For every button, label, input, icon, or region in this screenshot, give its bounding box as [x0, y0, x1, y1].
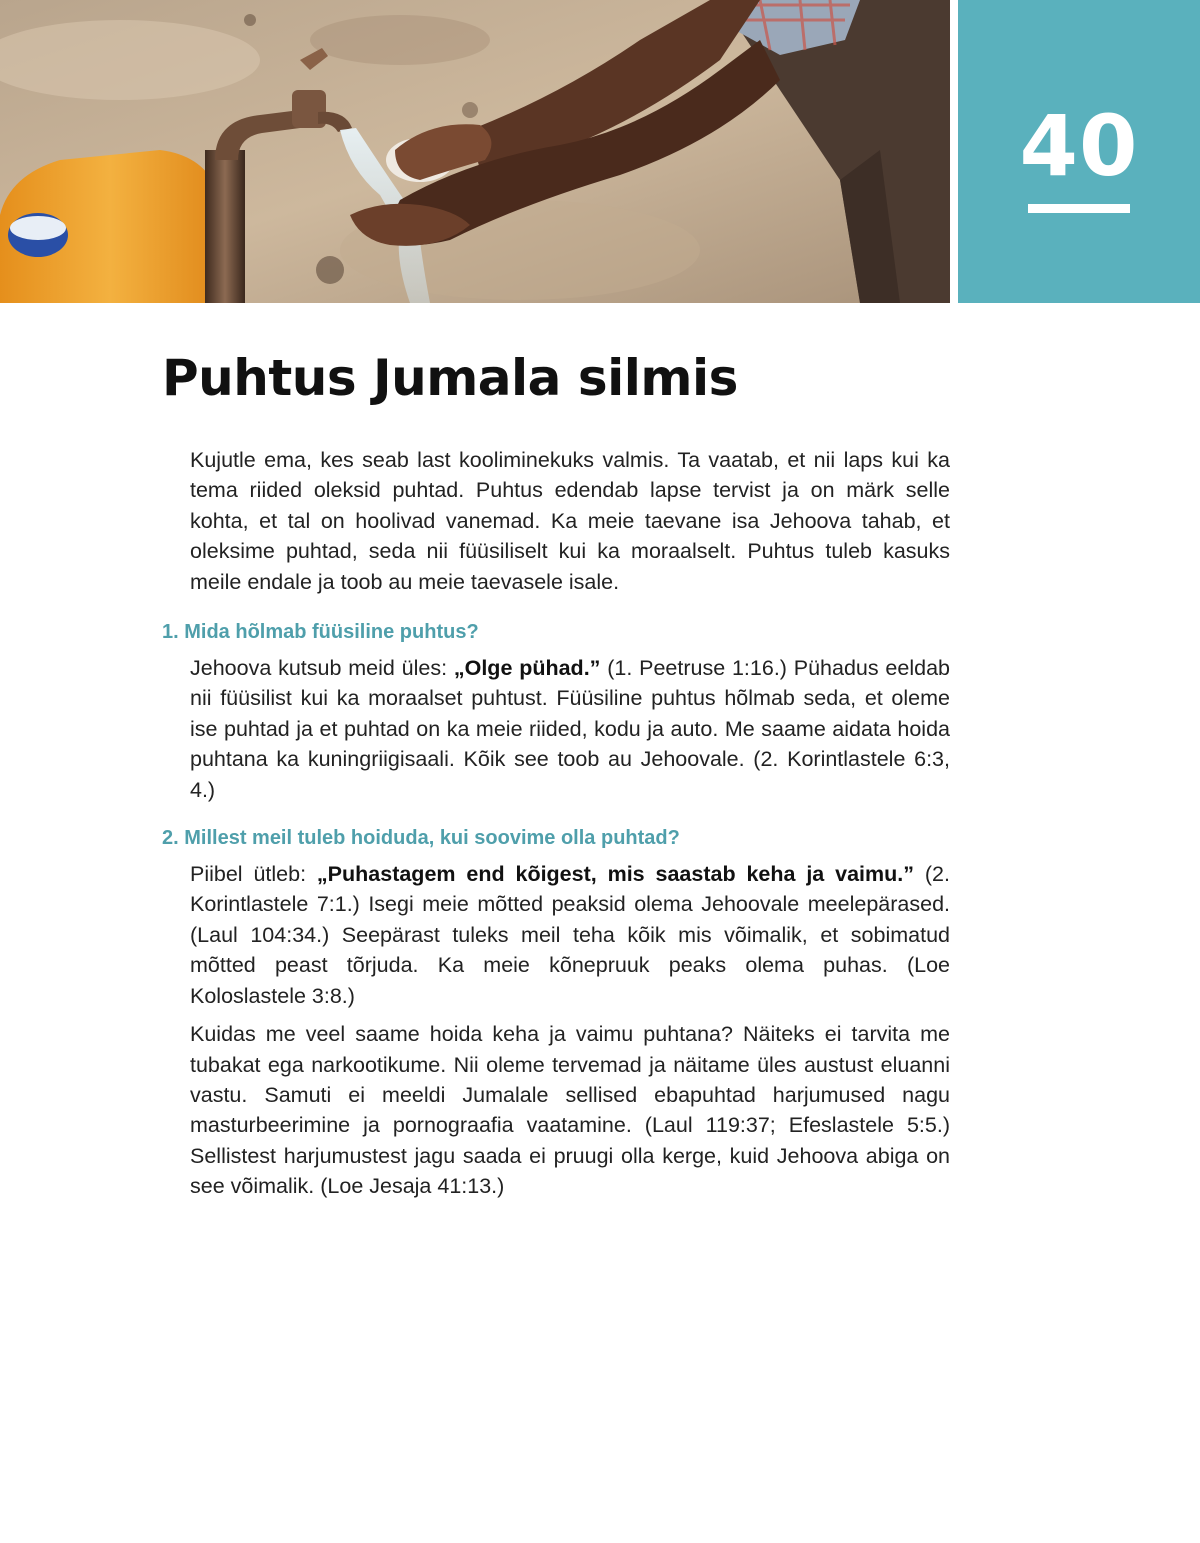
question-1-paragraph	[190, 653, 950, 805]
question-2-paragraph-2: Kuidas me veel saame hoida keha ja vaimu puhtana? Näiteks ei tarvita me tubakat ega narkootikume. Nii oleme tervemad ja näitame üles austust eluanni vastu. Samuti ei meeldi Jumalale sellised ebapuhtad harjumused nagu masturbeerimine ja pornograafia vaatamine. (Laul 119:37; Efeslastele 5:5.) Sellistest harjumustest jagu saada ei pruugi olla kerge, kuid Jehoova abiga on see võimalik. (Loe Jesaja 41:13.)	[190, 1022, 950, 1199]
scripture-quote: „Olge pühad.”	[453, 656, 601, 681]
paragraph-text: Jehoova kutsub meid üles:	[190, 656, 454, 681]
hero-photo	[0, 0, 950, 303]
paragraph-text: (1. Peetruse 1:16.) Pühadus eeldab nii füüsilist kui ka moraalset puhtust. Füüsiline puhtus hõlmab seda, et oleme ise puhtad ja et puhtad on ka meie riided, kodu ja auto. Me saame aidata hoida puhtana ka kuningriigisaali. Kõik see toob au Jehoovale. (2. Korintlastele 6:3, 4.)	[190, 656, 950, 802]
lesson-number-underline	[1028, 204, 1130, 213]
intro-paragraph: Kujutle ema, kes seab last kooliminekuks valmis. Ta vaatab, et nii laps kui ka tema riided oleksid puhtad. Puhtus edendab lapse tervist ja on märk selle kohta, et tal on hoolivad vanemad. Ka meie taevane isa Jehoova tahab, et oleksime puhtad, seda nii füüsiliselt kui ka moraalselt. Puhtus tuleb kasuks meile endale ja toob au meie taevasele isale.	[190, 448, 950, 594]
question-1-heading: 1. Mida hõlmab füüsiline puhtus?	[162, 621, 479, 644]
lesson-content	[162, 445, 950, 1210]
page-title: Puhtus Jumala silmis	[162, 349, 738, 407]
question-2-heading: 2. Millest meil tuleb hoiduda, kui soovime olla puhtad?	[162, 827, 680, 850]
paragraph-text: Piibel ütleb:	[190, 862, 317, 887]
paragraph-text: (2. Korintlastele 7:1.) Isegi meie mõtted peaksid olema Jehoovale meelepärased. (Laul 104:34.) Seepärast tuleks meil teha kõik mis võimalik, et sobimatud mõtted peast tõrjuda. Ka meie kõnepruuk peaks olema puhas. (Loe Koloslastele 3:8.)	[190, 862, 950, 1008]
lesson-number: 40	[1019, 97, 1139, 195]
hand-washing-illustration	[0, 0, 950, 303]
scripture-quote: „Puhastagem end kõigest, mis saastab keha ja vaimu.”	[316, 862, 915, 887]
question-2-paragraph-1	[190, 859, 950, 1011]
lesson-number-box	[958, 0, 1200, 303]
